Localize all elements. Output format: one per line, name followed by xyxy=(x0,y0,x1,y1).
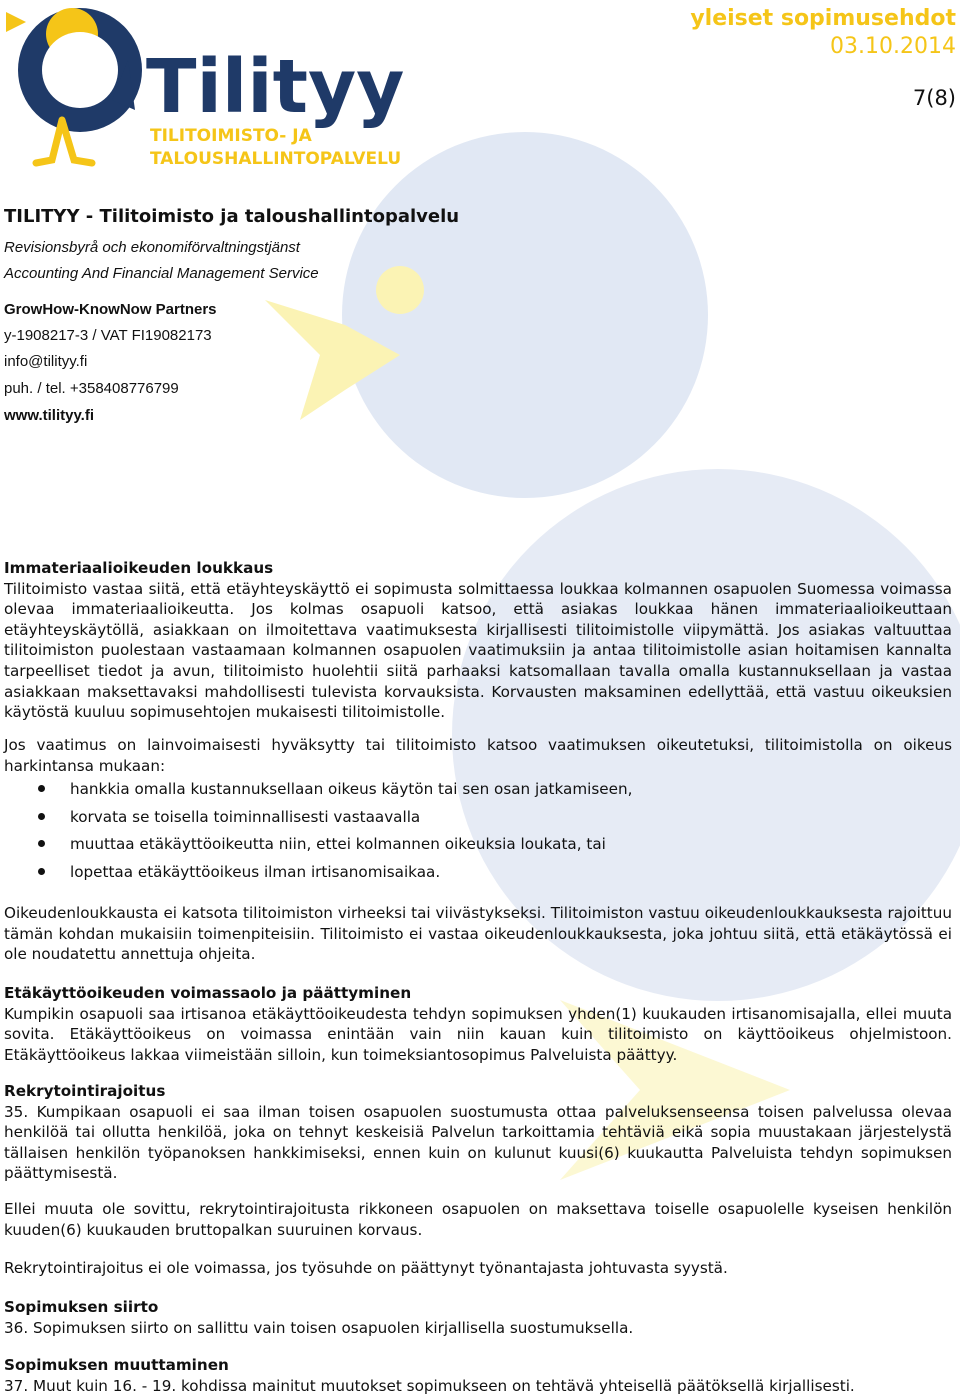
section-recruit xyxy=(4,1081,952,1184)
list-item xyxy=(4,834,944,862)
section-validity-body: Kumpikin osapuoli saa irtisanoa etäkäyttöoikeudesta tehdyn sopimuksen yhden(1) kuukauden irtisanomisajalla, ellei muuta sovita. Etäkäyttöoikeus on voimassa enintään vain niin kauan kuin tilitoimisto on käyttöoikeus ohjelmistoon. Etäkäyttöoikeus lakkaa viimeistään silloin, kun toimeksiantosopimus Palveluista päättyy. xyxy=(4,1004,952,1064)
website-link[interactable]: www.tilityy.fi xyxy=(4,407,95,424)
email-link[interactable]: info@tilityy.fi xyxy=(4,353,88,370)
document-date: 03.10.2014 xyxy=(830,34,956,59)
logo-tagline-2: TALOUSHALLINTOPALVELU xyxy=(150,149,402,169)
tilityy-logo xyxy=(0,0,430,175)
section-recruit-body: 35. Kumpikaan osapuoli ei saa ilman toisen osapuolen suostumusta ottaa palveluksenseensa toisen palvelussa olevaa henkilöä tai ollutta henkilöä, joka on tehnyt keskeisiä Palvelun tarkoittamia tehtäviä eikä sopia muustakaan järjestelystä tällaisen henkilön työpanoksen hankkimiseksi, ennen kuin on kulunut kuusi(6) kuukautta Palveluista tehdyn sopimuksen päättymisestä. xyxy=(4,1102,952,1183)
section-validity-heading: Etäkäyttöoikeuden voimassaolo ja päättyminen xyxy=(4,984,412,1002)
company-name-english: Accounting And Financial Management Service xyxy=(4,265,319,282)
bullet-icon xyxy=(38,813,45,820)
logo-bird-icon xyxy=(6,8,142,163)
list-item xyxy=(4,779,944,807)
section-transfer-body: 36. Sopimuksen siirto on sallittu vain toisen osapuolen kirjallisella suostumuksella. xyxy=(4,1318,634,1337)
section-ip-body: Tilitoimisto vastaa siitä, että etäyhteyskäyttö ei sopimusta solmittaessa loukkaa kolmannen osapuolen Suomessa voimassa olevaa immateriaalioikeutta. Jos kolmas osapuoli katsoo, että asiakas loukkaa hänen immateriaalioikeuttaan etäyhteyskäytöllä, asiakkaan on ilmoitettava vaatimuksesta kirjallisesti tilitoimistolle viipymättä. Jos asiakas valtuuttaa tilitoimiston puolestaan vastaamaan kolmannen osapuolen vaatimuksiin ja antaa tilitoimistolle asian hoitamisen kannalta tarpeelliset tiedot ja avun, tilitoimisto huolehtii siitä parhaaksi katsomallaan tavalla omalla kustannuksellaan ja vastaa asiakkaan maksettavaksi mahdollisesti tulevista korvauksista. Korvausten maksaminen edellyttää, että vastuu oikeuksien käytöstä kuuluu sopimusehtojen mukaisesti tilitoimistolle. xyxy=(4,579,952,722)
remedy-list xyxy=(4,779,944,889)
section-validity xyxy=(4,983,952,1065)
page-number: 7(8) xyxy=(912,86,956,110)
list-item-text: lopettaa etäkäyttöoikeus ilman irtisanomisaikaa. xyxy=(70,862,441,881)
watermark-bubble-medium xyxy=(342,132,708,498)
section-ip-heading: Immateriaalioikeuden loukkaus xyxy=(4,559,274,577)
list-item xyxy=(4,862,944,890)
list-item-text: korvata se toisella toiminnallisesti vastaavalla xyxy=(70,807,421,826)
section-transfer xyxy=(4,1297,952,1338)
list-item xyxy=(4,807,944,835)
bullet-icon xyxy=(38,840,45,847)
section-ip-closing: Oikeudenloukkausta ei katsota tilitoimiston virheeksi tai viivästykseksi. Tilitoimiston vastuu oikeudenloukkauksesta rajoittuu tämän kohdan mukaisiin toimenpiteisiin. Tilitoimisto ei vastaa oikeudenloukkauksesta, joka johtuu siitä, että etäkäytössä ei ole noudatettu annettuja ohjeita. xyxy=(4,904,952,964)
section-amend-body: 37. Muut kuin 16. - 19. kohdissa mainitut muutokset sopimukseen on tehtävä yhteisellä päätöksellä kirjallisesti. xyxy=(4,1376,855,1395)
section-ip xyxy=(4,558,952,723)
section-ip-intro: Jos vaatimus on lainvoimaisesti hyväksytty tai tilitoimisto katsoo vaatimuksen oikeutetuksi, tilitoimistolla on oikeus harkintansa mukaan: xyxy=(4,736,952,775)
section-recruit-body2: Ellei muuta ole sovittu, rekrytointirajoitusta rikkoneen osapuolen on maksettava toiselle osapuolelle kyseisen henkilön kuuden(6) kuukauden bruttopalkan suuruinen korvaus. xyxy=(4,1200,952,1239)
company-name-swedish: Revisionsbyrå och ekonomiförvaltningstjänst xyxy=(4,239,300,256)
phone-number: puh. / tel. +358408776799 xyxy=(4,380,179,397)
watermark-bubble-small xyxy=(376,266,424,314)
logo-tagline-1: TILITOIMISTO- JA xyxy=(150,126,312,146)
section-transfer-heading: Sopimuksen siirto xyxy=(4,1298,159,1316)
document-title: yleiset sopimusehdot xyxy=(690,6,956,31)
logo-wordmark: Tilityy xyxy=(146,44,405,130)
list-item-text: muuttaa etäkäyttöoikeutta niin, ettei kolmannen oikeuksia loukata, tai xyxy=(70,835,606,853)
section-recruit-heading: Rekrytointirajoitus xyxy=(4,1082,166,1100)
section-amend-heading: Sopimuksen muuttaminen xyxy=(4,1356,229,1374)
list-item-text: hankkia omalla kustannuksellaan oikeus käytön tai sen osan jatkamiseen, xyxy=(70,780,633,798)
bullet-icon xyxy=(38,868,45,875)
partners-label: GrowHow-KnowNow Partners xyxy=(4,301,217,318)
company-name: TILITYY - Tilitoimisto ja taloushallintopalvelu xyxy=(4,206,460,227)
vat-number: y-1908217-3 / VAT FI19082173 xyxy=(4,327,212,344)
bullet-icon xyxy=(38,785,45,792)
section-amend xyxy=(4,1355,952,1396)
section-recruit-body3: Rekrytointirajoitus ei ole voimassa, jos työsuhde on päättynyt työnantajasta johtuvasta syystä. xyxy=(4,1259,728,1277)
